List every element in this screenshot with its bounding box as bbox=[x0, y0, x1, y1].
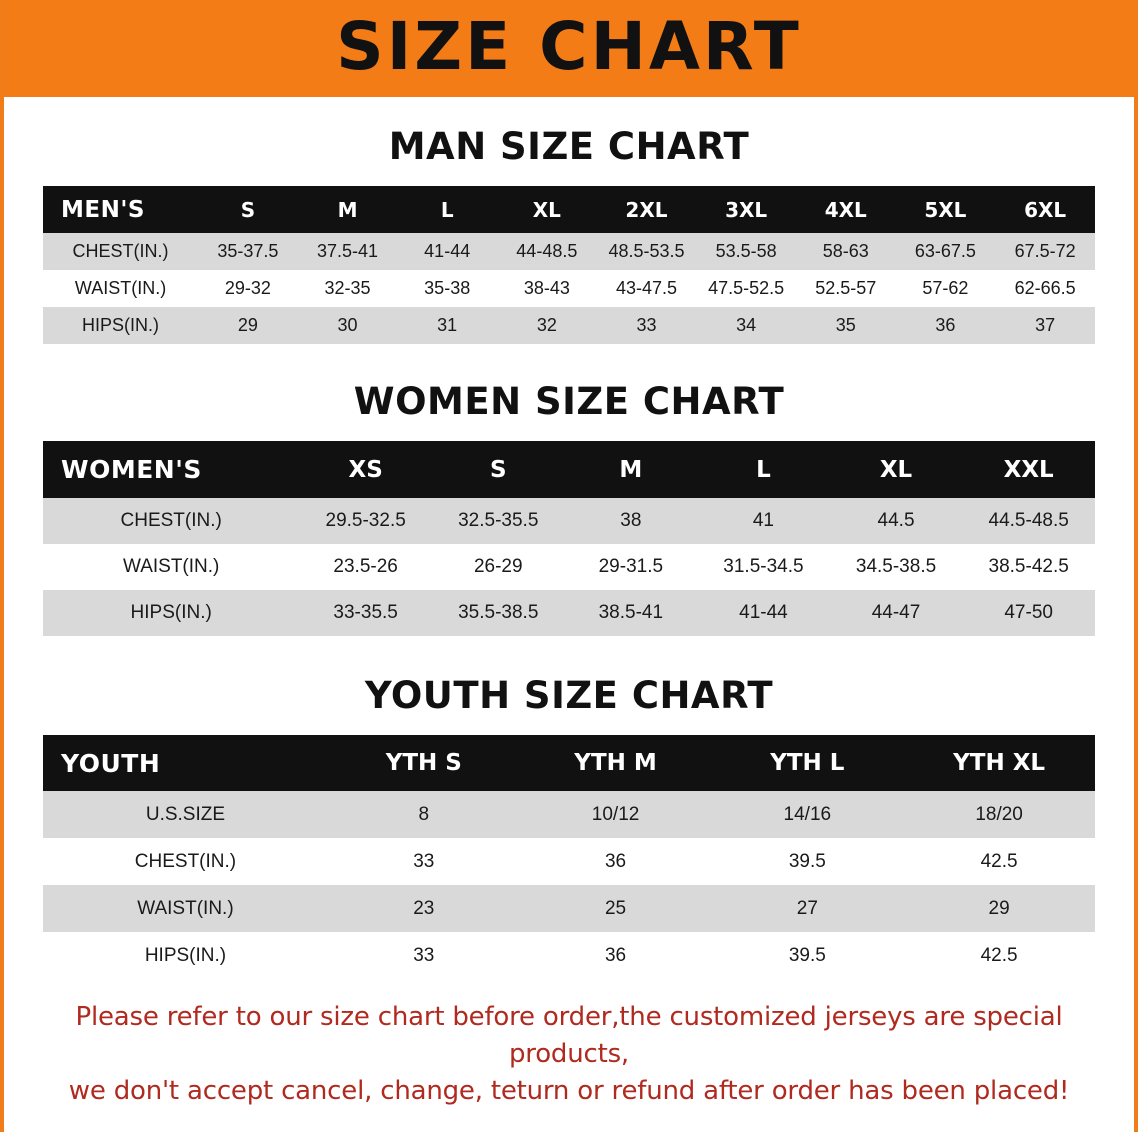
table-cell: 23 bbox=[328, 885, 520, 932]
table-cell: 38 bbox=[565, 498, 698, 544]
column-header: YTH S bbox=[328, 735, 520, 791]
table-cell: 26-29 bbox=[432, 544, 565, 590]
table-row bbox=[43, 307, 1095, 344]
table-cell: 32-35 bbox=[298, 270, 398, 307]
table-cell: 25 bbox=[520, 885, 712, 932]
table-cell: 33 bbox=[597, 307, 697, 344]
row-label: U.S.SIZE bbox=[43, 791, 328, 838]
banner-title: SIZE CHART bbox=[336, 7, 802, 85]
table-cell: 23.5-26 bbox=[299, 544, 432, 590]
row-label: HIPS(IN.) bbox=[43, 590, 299, 636]
table-cell: 32.5-35.5 bbox=[432, 498, 565, 544]
table-header-row bbox=[43, 441, 1095, 498]
column-header: S bbox=[432, 441, 565, 498]
column-header: S bbox=[198, 186, 298, 233]
table-cell: 47-50 bbox=[962, 590, 1095, 636]
table-cell: 29-32 bbox=[198, 270, 298, 307]
column-header: 5XL bbox=[896, 186, 996, 233]
row-label: CHEST(IN.) bbox=[43, 838, 328, 885]
table-cell: 44.5-48.5 bbox=[962, 498, 1095, 544]
table-row bbox=[43, 270, 1095, 307]
table-cell: 33 bbox=[328, 932, 520, 979]
table-row bbox=[43, 590, 1095, 636]
row-label: WAIST(IN.) bbox=[43, 885, 328, 932]
youth-section-title: YOUTH SIZE CHART bbox=[364, 674, 774, 717]
table-cell: 62-66.5 bbox=[995, 270, 1095, 307]
table-cell: 41-44 bbox=[397, 233, 497, 270]
banner bbox=[4, 0, 1134, 97]
table-row bbox=[43, 932, 1095, 979]
table-cell: 58-63 bbox=[796, 233, 896, 270]
table-cell: 35.5-38.5 bbox=[432, 590, 565, 636]
table-header-row bbox=[43, 186, 1095, 233]
table-cell: 27 bbox=[711, 885, 903, 932]
row-label: WAIST(IN.) bbox=[43, 270, 198, 307]
table-cell: 10/12 bbox=[520, 791, 712, 838]
table-cell: 30 bbox=[298, 307, 398, 344]
table-cell: 37.5-41 bbox=[298, 233, 398, 270]
table-cell: 42.5 bbox=[903, 838, 1095, 885]
youth-size-table bbox=[43, 735, 1095, 979]
table-row bbox=[43, 498, 1095, 544]
column-header: YTH XL bbox=[903, 735, 1095, 791]
table-row bbox=[43, 544, 1095, 590]
table-row bbox=[43, 885, 1095, 932]
column-header: YOUTH bbox=[43, 735, 328, 791]
table-cell: 53.5-58 bbox=[696, 233, 796, 270]
table-cell: 29.5-32.5 bbox=[299, 498, 432, 544]
column-header: YTH L bbox=[711, 735, 903, 791]
column-header: WOMEN'S bbox=[43, 441, 299, 498]
table-cell: 34.5-38.5 bbox=[830, 544, 963, 590]
table-cell: 43-47.5 bbox=[597, 270, 697, 307]
table-cell: 39.5 bbox=[711, 838, 903, 885]
column-header: 3XL bbox=[696, 186, 796, 233]
column-header: XS bbox=[299, 441, 432, 498]
column-header: MEN'S bbox=[43, 186, 198, 233]
man-size-table bbox=[43, 186, 1095, 344]
table-cell: 44.5 bbox=[830, 498, 963, 544]
table-cell: 47.5-52.5 bbox=[696, 270, 796, 307]
row-label: CHEST(IN.) bbox=[43, 233, 198, 270]
column-header: XL bbox=[830, 441, 963, 498]
table-cell: 35-37.5 bbox=[198, 233, 298, 270]
table-cell: 29 bbox=[198, 307, 298, 344]
column-header: XL bbox=[497, 186, 597, 233]
table-cell: 35 bbox=[796, 307, 896, 344]
man-section-title: MAN SIZE CHART bbox=[388, 125, 750, 168]
table-cell: 14/16 bbox=[711, 791, 903, 838]
column-header: L bbox=[697, 441, 830, 498]
table-cell: 39.5 bbox=[711, 932, 903, 979]
table-cell: 42.5 bbox=[903, 932, 1095, 979]
table-cell: 38-43 bbox=[497, 270, 597, 307]
women-section-title: WOMEN SIZE CHART bbox=[353, 380, 785, 423]
table-cell: 32 bbox=[497, 307, 597, 344]
table-cell: 33 bbox=[328, 838, 520, 885]
table-cell: 48.5-53.5 bbox=[597, 233, 697, 270]
column-header: 2XL bbox=[597, 186, 697, 233]
table-cell: 38.5-42.5 bbox=[962, 544, 1095, 590]
table-cell: 34 bbox=[696, 307, 796, 344]
table-cell: 57-62 bbox=[896, 270, 996, 307]
table-header-row bbox=[43, 735, 1095, 791]
table-cell: 35-38 bbox=[397, 270, 497, 307]
column-header: M bbox=[565, 441, 698, 498]
table-cell: 41-44 bbox=[697, 590, 830, 636]
table-cell: 36 bbox=[520, 838, 712, 885]
table-cell: 44-47 bbox=[830, 590, 963, 636]
row-label: WAIST(IN.) bbox=[43, 544, 299, 590]
table-row bbox=[43, 791, 1095, 838]
disclaimer-note bbox=[22, 999, 1116, 1110]
table-row bbox=[43, 838, 1095, 885]
column-header: YTH M bbox=[520, 735, 712, 791]
table-cell: 33-35.5 bbox=[299, 590, 432, 636]
column-header: 6XL bbox=[995, 186, 1095, 233]
table-cell: 52.5-57 bbox=[796, 270, 896, 307]
column-header: 4XL bbox=[796, 186, 896, 233]
table-cell: 44-48.5 bbox=[497, 233, 597, 270]
column-header: M bbox=[298, 186, 398, 233]
row-label: HIPS(IN.) bbox=[43, 932, 328, 979]
table-row bbox=[43, 233, 1095, 270]
table-cell: 29 bbox=[903, 885, 1095, 932]
row-label: HIPS(IN.) bbox=[43, 307, 198, 344]
table-cell: 67.5-72 bbox=[995, 233, 1095, 270]
disclaimer-line-1: Please refer to our size chart before order,the customized jerseys are special products, bbox=[75, 1002, 1063, 1069]
row-label: CHEST(IN.) bbox=[43, 498, 299, 544]
table-cell: 18/20 bbox=[903, 791, 1095, 838]
table-cell: 63-67.5 bbox=[896, 233, 996, 270]
table-cell: 37 bbox=[995, 307, 1095, 344]
table-cell: 31.5-34.5 bbox=[697, 544, 830, 590]
column-header: XXL bbox=[962, 441, 1095, 498]
table-cell: 36 bbox=[520, 932, 712, 979]
table-cell: 36 bbox=[896, 307, 996, 344]
table-cell: 41 bbox=[697, 498, 830, 544]
table-cell: 8 bbox=[328, 791, 520, 838]
disclaimer-line-2: we don't accept cancel, change, teturn or refund after order has been placed! bbox=[68, 1075, 1070, 1106]
table-cell: 31 bbox=[397, 307, 497, 344]
women-size-table bbox=[43, 441, 1095, 636]
table-cell: 29-31.5 bbox=[565, 544, 698, 590]
table-cell: 38.5-41 bbox=[565, 590, 698, 636]
column-header: L bbox=[397, 186, 497, 233]
